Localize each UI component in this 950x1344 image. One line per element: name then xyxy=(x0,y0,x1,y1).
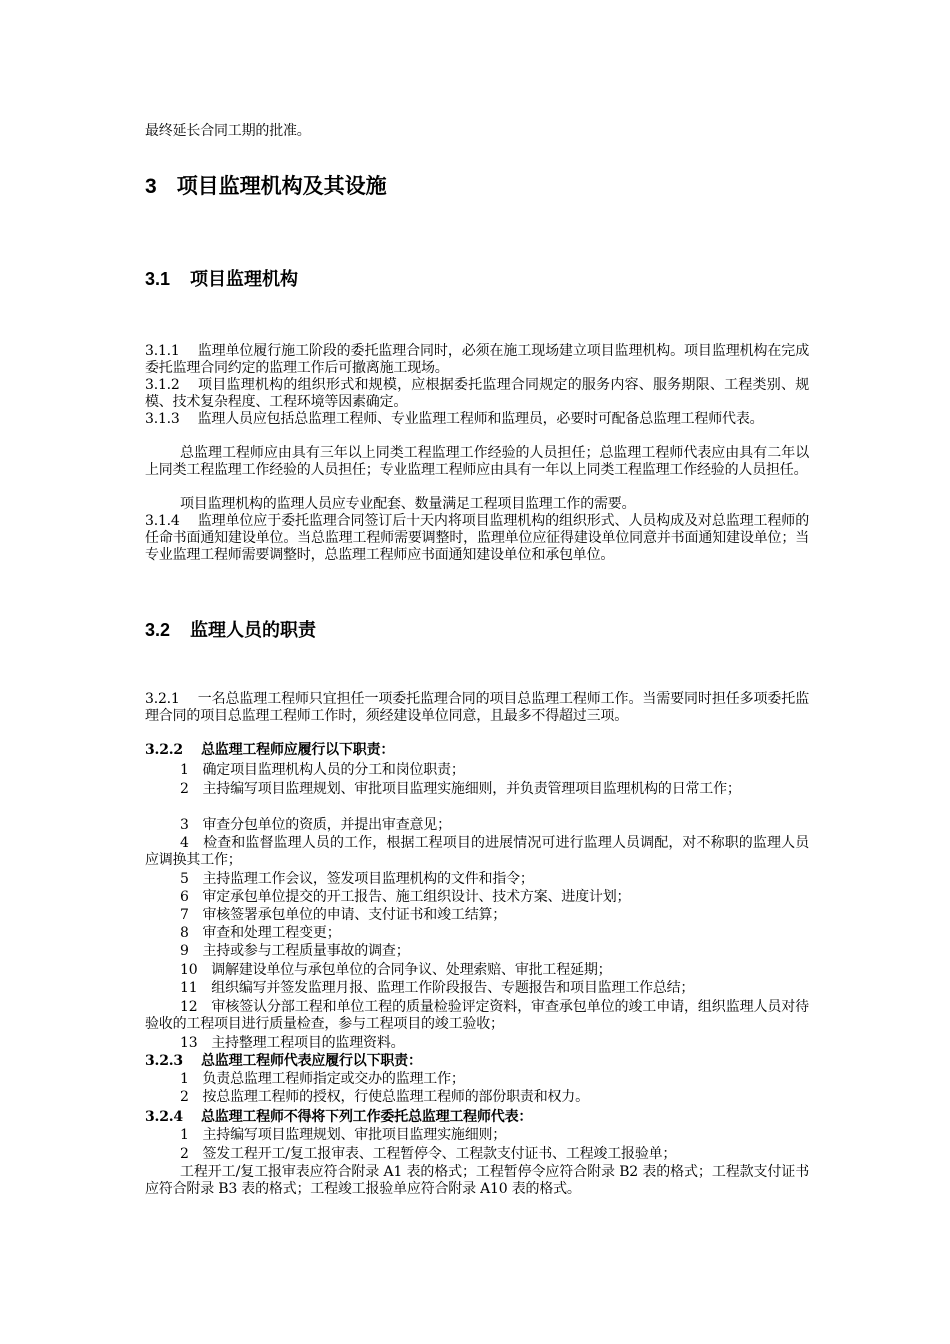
clause-3-1-2 xyxy=(145,377,809,411)
clause-number: 3.1.2 xyxy=(145,377,180,393)
chapter-heading xyxy=(145,174,387,200)
clause-number: 3.2.4 xyxy=(145,1109,183,1125)
duty-3-2-2-item: 4 检查和监督监理人员的工作，根据工程项目的进展情况可进行监理人员调配，对不称职的监理人员应调换其工作； xyxy=(145,835,809,868)
duty-3-2-2-item: 5 主持监理工作会议，签发项目监理机构的文件和指令； xyxy=(180,871,534,887)
clause-title: 总监理工程师代表应履行以下职责： xyxy=(200,1053,422,1069)
clause-3-2-4-heading xyxy=(145,1109,809,1126)
duty-3-2-2-item: 9 主持或参与工程质量事故的调查； xyxy=(180,943,410,959)
clause-number: 3.2.3 xyxy=(145,1053,183,1069)
section-heading-3-2 xyxy=(145,619,316,641)
intro-line: 最终延长合同工期的批准。 xyxy=(145,123,311,139)
chapter-number: 3 xyxy=(145,175,157,198)
duty-3-2-2-item: 7 审核签署承包单位的申请、支付证书和竣工结算； xyxy=(180,907,507,923)
duty-3-2-2-item: 13 主持整理工程项目的监理资料。 xyxy=(180,1035,405,1051)
clause-3-1-3-paragraph-b: 项目监理机构的监理人员应专业配套、数量满足工程项目监理工作的需要。 xyxy=(180,496,636,512)
duty-3-2-4-item: 1 主持编写项目监理规划、审批项目监理实施细则； xyxy=(180,1127,507,1143)
section-number: 3.1 xyxy=(145,269,171,289)
clause-title: 总监理工程师应履行以下职责： xyxy=(200,742,395,758)
chapter-title: 项目监理机构及其设施 xyxy=(176,175,387,198)
clause-number: 3.1.4 xyxy=(145,513,180,529)
duty-3-2-3-item: 1 负责总监理工程师指定或交办的监理工作； xyxy=(180,1071,465,1087)
clause-3-1-3-paragraph-a: 总监理工程师应由具有三年以上同类工程监理工作经验的人员担任；总监理工程师代表应由具有二年以上同类工程监理工作经验的人员担任；专业监理工程师应由具有一年以上同类工程监理工作经验的人员担任。 xyxy=(145,445,809,478)
section-heading-3-1 xyxy=(145,268,298,290)
clause-text: 监理单位履行施工阶段的委托监理合同时，必须在施工现场建立项目监理机构。项目监理机构在完成委托监理合同约定的监理工作后可撤离施工现场。 xyxy=(145,343,809,376)
clause-number: 3.1.1 xyxy=(145,343,180,359)
duty-3-2-3-item: 2 按总监理工程师的授权，行使总监理工程师的部份职责和权力。 xyxy=(180,1089,589,1105)
clause-3-2-1 xyxy=(145,691,809,725)
section-title: 项目监理机构 xyxy=(190,269,299,289)
clause-number: 3.1.3 xyxy=(145,411,180,427)
clause-number: 3.2.1 xyxy=(145,691,180,707)
duty-3-2-2-item: 3 审查分包单位的资质，并提出审查意见； xyxy=(180,817,451,833)
duty-3-2-2-item: 11 组织编写并签发监理月报、监理工作阶段报告、专题报告和项目监理工作总结； xyxy=(180,980,695,996)
clause-3-1-4 xyxy=(145,513,809,564)
clause-text: 一名总监理工程师只宜担任一项委托监理合同的项目总监理工程师工作。当需要同时担任多项委托监理合同的项目总监理工程师工作时，须经建设单位同意，且最多不得超过三项。 xyxy=(145,691,809,724)
clause-text: 监理人员应包括总监理工程师、专业监理工程师和监理员，必要时可配备总监理工程师代表。 xyxy=(197,411,764,427)
duty-3-2-2-item: 6 审定承包单位提交的开工报告、施工组织设计、技术方案、进度计划； xyxy=(180,889,631,905)
clause-3-2-2-heading xyxy=(145,742,809,759)
duty-3-2-2-item: 8 审查和处理工程变更； xyxy=(180,925,341,941)
duty-3-2-2-item: 1 确定项目监理机构人员的分工和岗位职责； xyxy=(180,762,465,778)
duty-3-2-2-item: 10 调解建设单位与承包单位的合同争议、处理索赔、审批工程延期； xyxy=(180,962,612,978)
clause-3-1-1 xyxy=(145,343,809,377)
clause-3-2-3-heading xyxy=(145,1053,809,1070)
clause-number: 3.2.2 xyxy=(145,742,183,758)
section-title: 监理人员的职责 xyxy=(190,620,317,640)
clause-text: 项目监理机构的组织形式和规模，应根据委托监理合同规定的服务内容、服务期限、工程类别、规模、技术复杂程度、工程环境等因素确定。 xyxy=(145,377,809,410)
duty-3-2-4-item: 2 签发工程开工/复工报审表、工程暂停令、工程款支付证书、工程竣工报验单； xyxy=(180,1146,677,1162)
clause-3-1-3 xyxy=(145,411,809,428)
clause-title: 总监理工程师不得将下列工作委托总监理工程师代表： xyxy=(200,1109,533,1125)
duty-3-2-2-item: 12 审核签认分部工程和单位工程的质量检验评定资料，审查承包单位的竣工申请，组织监理人员对待验收的工程项目进行质量检查，参与工程项目的竣工验收； xyxy=(145,999,809,1032)
duty-3-2-2-item: 2 主持编写项目监理规划、审批项目监理实施细则，并负责管理项目监理机构的日常工作； xyxy=(180,781,741,797)
clause-text: 监理单位应于委托监理合同签订后十天内将项目监理机构的组织形式、人员构成及对总监理工程师的任命书面通知建设单位。当总监理工程师需要调整时，监理单位应征得建设单位同意并书面通知建设单位；当专业监理工程师需要调整时，总监理工程师应书面通知建设单位和承包单位。 xyxy=(145,513,809,563)
section-number: 3.2 xyxy=(145,620,171,640)
clause-3-2-4-note: 工程开工/复工报审表应符合附录 A1 表的格式；工程暂停令应符合附录 B2 表的格式；工程款支付证书应符合附录 B3 表的格式；工程竣工报验单应符合附录 A10 表的格式。 xyxy=(145,1164,809,1197)
